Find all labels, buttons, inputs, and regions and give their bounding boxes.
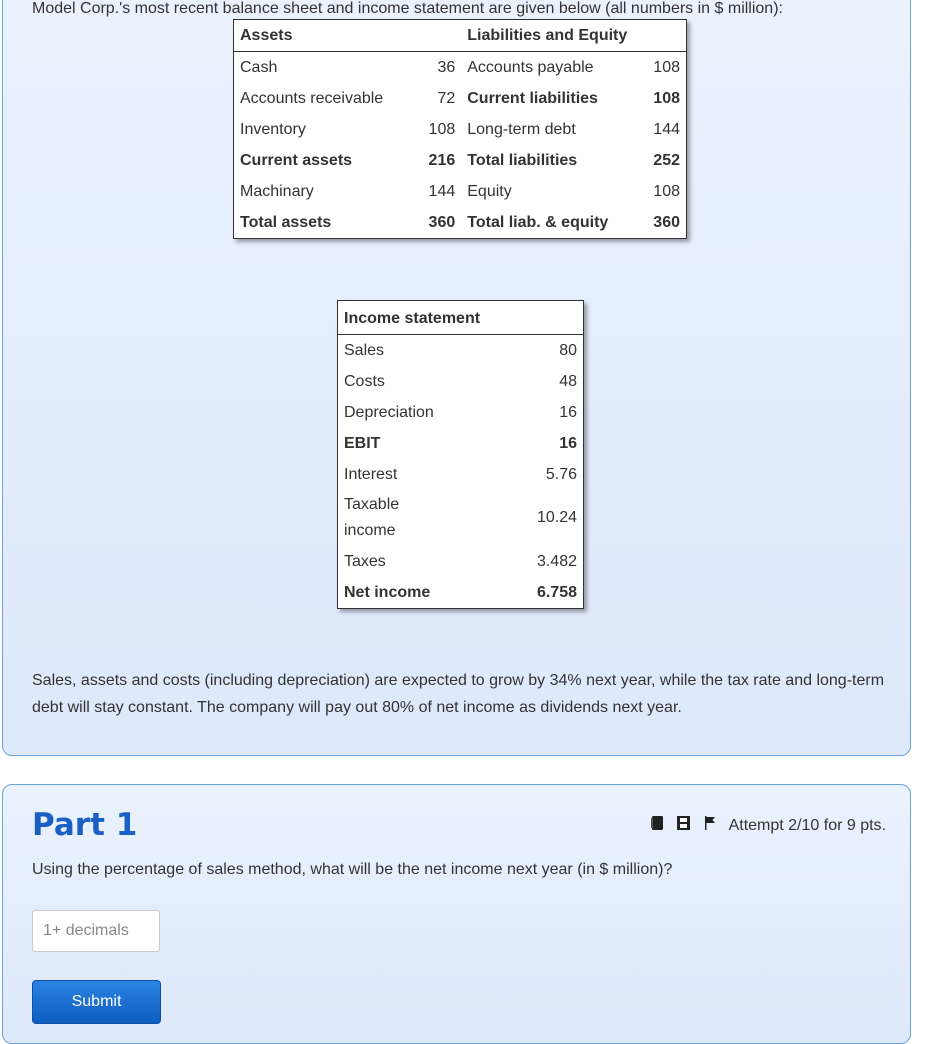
asset-value: 144 bbox=[428, 182, 456, 200]
asset-label: Machinary bbox=[240, 182, 314, 200]
liab-value: 108 bbox=[653, 182, 680, 200]
question-text: Using the percentage of sales method, what will be the net income next year (in $ million)? bbox=[32, 861, 673, 878]
asset-value: 108 bbox=[428, 120, 456, 138]
liab-value: 252 bbox=[653, 151, 680, 169]
income-label: Depreciation bbox=[344, 403, 434, 421]
table-row bbox=[338, 459, 584, 490]
table-row bbox=[234, 52, 687, 84]
problem-intro: Model Corp.'s most recent balance sheet and income statement are given below (all numbers in $ million): bbox=[32, 0, 783, 17]
asset-value: 36 bbox=[437, 58, 456, 76]
income-label: Costs bbox=[344, 372, 385, 390]
income-value: 16 bbox=[559, 403, 577, 421]
liab-label: Total liabilities bbox=[467, 151, 578, 169]
income-label: EBIT bbox=[344, 434, 381, 452]
table-row bbox=[234, 145, 687, 176]
income-value: 5.76 bbox=[545, 465, 577, 483]
asset-value: 72 bbox=[437, 89, 456, 107]
income-statement-table bbox=[337, 300, 584, 609]
table-row bbox=[338, 490, 584, 546]
table-row bbox=[338, 546, 584, 577]
income-value: 48 bbox=[559, 372, 577, 390]
liab-value: 108 bbox=[653, 58, 680, 76]
film-icon[interactable] bbox=[676, 815, 691, 836]
flag-icon[interactable] bbox=[703, 815, 717, 836]
part-toolbar bbox=[650, 815, 886, 836]
assets-header: Assets bbox=[234, 20, 462, 52]
answer-input[interactable] bbox=[32, 910, 160, 952]
notes-icon[interactable] bbox=[650, 815, 664, 836]
liab-label: Long-term debt bbox=[467, 120, 576, 138]
balance-sheet-table bbox=[233, 19, 687, 239]
income-value: 6.758 bbox=[536, 583, 577, 601]
liab-label: Current liabilities bbox=[467, 89, 598, 107]
balance-sheet-header-row bbox=[234, 20, 687, 52]
table-row bbox=[234, 83, 687, 114]
submit-button[interactable]: Submit bbox=[32, 980, 161, 1024]
asset-label: Cash bbox=[240, 58, 278, 76]
part-title: Part 1 bbox=[32, 807, 138, 843]
problem-card bbox=[2, 0, 911, 756]
income-statement-header-row bbox=[338, 301, 584, 335]
income-label: Taxes bbox=[344, 552, 386, 570]
income-label: Interest bbox=[344, 465, 398, 483]
income-label: Taxable income bbox=[344, 496, 400, 539]
table-row bbox=[234, 114, 687, 145]
asset-label: Accounts receivable bbox=[240, 89, 384, 107]
asset-label: Current assets bbox=[240, 151, 353, 169]
attempt-status: Attempt 2/10 for 9 pts. bbox=[728, 816, 886, 834]
income-value: 3.482 bbox=[536, 552, 577, 570]
table-row bbox=[338, 335, 584, 367]
table-row bbox=[234, 176, 687, 207]
table-row bbox=[338, 366, 584, 397]
liab-label: Total liab. & equity bbox=[467, 213, 609, 231]
income-value: 10.24 bbox=[536, 509, 577, 526]
table-row bbox=[338, 428, 584, 459]
asset-label: Inventory bbox=[240, 120, 306, 138]
table-row bbox=[338, 577, 584, 609]
liabilities-header: Liabilities and Equity bbox=[461, 20, 686, 52]
liab-label: Equity bbox=[467, 182, 512, 200]
asset-value: 216 bbox=[428, 151, 456, 169]
asset-label: Total assets bbox=[240, 213, 332, 231]
liab-value: 360 bbox=[653, 213, 680, 231]
problem-outro: Sales, assets and costs (including depreciation) are expected to grow by 34% next year, while the tax rate and long-term debt will stay constant. The company will pay out 80% of net income as dividends next year. bbox=[32, 672, 885, 716]
income-value: 80 bbox=[559, 341, 577, 359]
income-value: 16 bbox=[559, 434, 577, 452]
asset-value: 360 bbox=[428, 213, 456, 231]
table-row bbox=[234, 207, 687, 239]
liab-value: 144 bbox=[653, 120, 680, 138]
liab-value: 108 bbox=[653, 89, 680, 107]
income-label: Net income bbox=[344, 583, 431, 601]
liab-label: Accounts payable bbox=[467, 58, 594, 76]
income-label: Sales bbox=[344, 341, 385, 359]
income-statement-header: Income statement bbox=[338, 301, 584, 335]
table-row bbox=[338, 397, 584, 428]
part-card bbox=[2, 784, 911, 1044]
